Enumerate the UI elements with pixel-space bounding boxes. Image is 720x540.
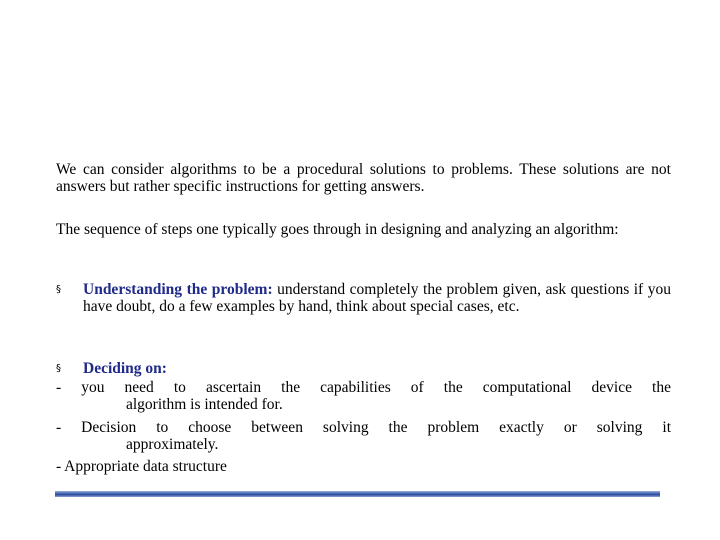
bullet-understanding-problem [56,281,671,315]
sub-item-capabilities-cont: algorithm is intended for. [126,396,283,413]
sub-item-capabilities [56,379,671,413]
deciding-heading: Deciding on: [83,360,167,377]
sub-item-data-structure-line: - Appropriate data structure [56,458,227,475]
steps-intro-paragraph: The sequence of steps one typically goes through in designing and analyzing an algorithm: [56,221,619,238]
bullet-square-icon: § [56,284,61,295]
bullet-understanding-body [83,281,671,315]
sub-item-decision-cont: approximately. [126,436,219,453]
sub-item-decision-line: - Decision to choose between solving the problem exactly or solving it [56,419,671,436]
understanding-text: understand completely the problem given, ask questions if you have doubt, do a few examples by hand, think about special cases, etc. [83,281,671,315]
understanding-heading: Understanding the problem: [83,281,273,298]
bullet-deciding-body [83,360,671,377]
sub-item-decision [56,419,671,453]
bullet-square-icon: § [56,363,61,374]
bottom-divider [55,491,660,497]
bullet-deciding-on [56,360,671,377]
sub-item-data-structure [56,458,671,475]
sub-item-capabilities-line: - you need to ascertain the capabilities of the computational device the [56,379,671,396]
intro-paragraph: We can consider algorithms to be a procedural solutions to problems. These solutions are not answers but rather specific instructions for getting answers. [56,161,671,195]
